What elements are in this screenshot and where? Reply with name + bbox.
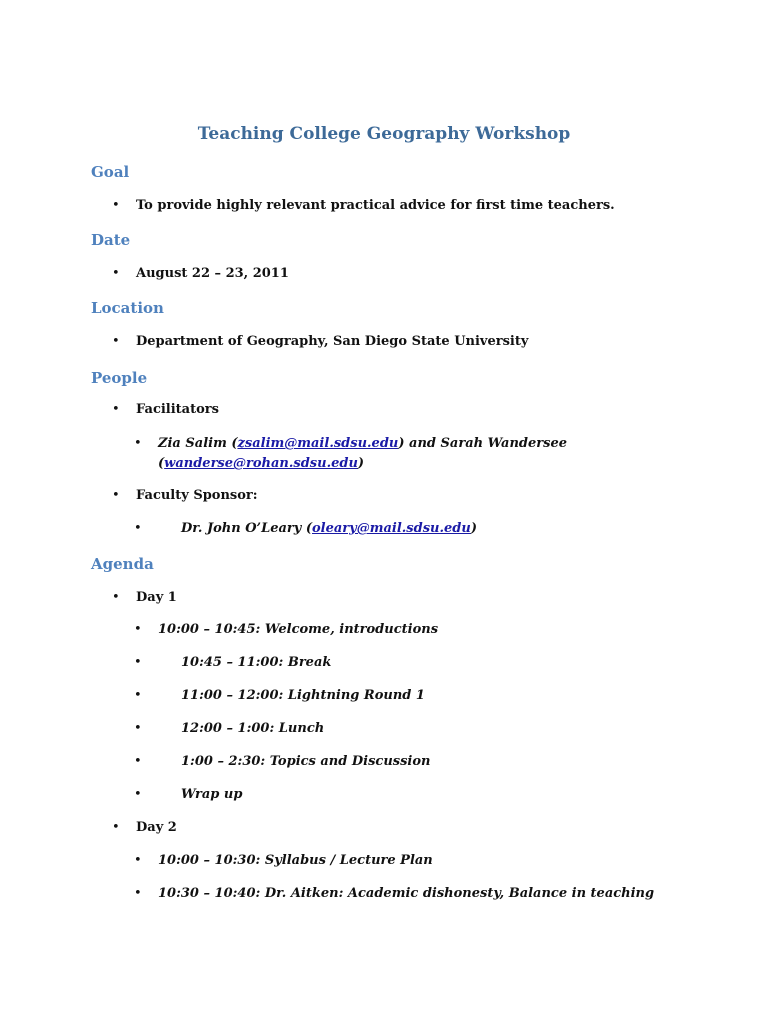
facilitators-line-2: [158, 456, 364, 471]
facilitators-middle: ) and Sarah Wandersee: [398, 436, 568, 451]
bullet-icon: •: [112, 266, 120, 281]
agenda-item: 12:00 – 1:00: Lunch: [181, 721, 325, 736]
agenda-item: Wrap up: [181, 787, 243, 802]
facilitators-prefix: Zia Salim (: [158, 436, 238, 451]
location-text: Department of Geography, San Diego State University: [136, 334, 529, 349]
bullet-icon: •: [112, 820, 120, 835]
sponsor-line: [181, 521, 477, 536]
facilitators-open-paren: (: [158, 456, 165, 471]
bullet-icon: •: [134, 787, 142, 802]
bullet-icon: •: [112, 402, 120, 417]
email-link-oleary[interactable]: oleary@mail.sdsu.edu: [312, 521, 471, 536]
date-text: August 22 – 23, 2011: [136, 266, 289, 281]
agenda-heading: Agenda: [91, 555, 154, 573]
bullet-icon: •: [134, 521, 142, 536]
bullet-icon: •: [134, 655, 142, 670]
bullet-icon: •: [134, 886, 142, 901]
people-heading: People: [91, 369, 148, 387]
sponsor-suffix: ): [470, 521, 477, 536]
bullet-icon: •: [134, 436, 142, 451]
agenda-item: 10:30 – 10:40: Dr. Aitken: Academic dishonesty, Balance in teaching: [158, 886, 655, 901]
facilitators-line-1: [158, 436, 567, 451]
agenda-item: 10:45 – 11:00: Break: [181, 655, 332, 670]
bullet-icon: •: [134, 754, 142, 769]
email-link-zsalim[interactable]: zsalim@mail.sdsu.edu: [237, 436, 399, 451]
facilitators-label: Facilitators: [136, 402, 219, 417]
bullet-icon: •: [134, 622, 142, 637]
day1-label: Day 1: [136, 590, 177, 605]
location-heading: Location: [91, 299, 164, 317]
date-heading: Date: [91, 231, 131, 249]
bullet-icon: •: [112, 488, 120, 503]
sponsor-prefix: Dr. John O’Leary (: [181, 521, 312, 536]
bullet-icon: •: [112, 334, 120, 349]
agenda-item: 1:00 – 2:30: Topics and Discussion: [181, 754, 431, 769]
facilitators-close-paren: ): [357, 456, 365, 471]
bullet-icon: •: [134, 688, 142, 703]
day2-label: Day 2: [136, 820, 177, 835]
agenda-item: 10:00 – 10:30: Syllabus / Lecture Plan: [158, 853, 433, 868]
agenda-item: 10:00 – 10:45: Welcome, introductions: [158, 622, 439, 637]
page-title: Teaching College Geography Workshop: [197, 124, 571, 144]
goal-heading: Goal: [91, 163, 130, 181]
agenda-item: 11:00 – 12:00: Lightning Round 1: [181, 688, 425, 703]
email-link-wanderse[interactable]: wanderse@rohan.sdsu.edu: [164, 456, 358, 471]
sponsor-label: Faculty Sponsor:: [136, 488, 258, 503]
bullet-icon: •: [112, 198, 120, 213]
bullet-icon: •: [134, 853, 142, 868]
goal-text: To provide highly relevant practical advice for first time teachers.: [136, 198, 615, 213]
bullet-icon: •: [112, 590, 120, 605]
bullet-icon: •: [134, 721, 142, 736]
